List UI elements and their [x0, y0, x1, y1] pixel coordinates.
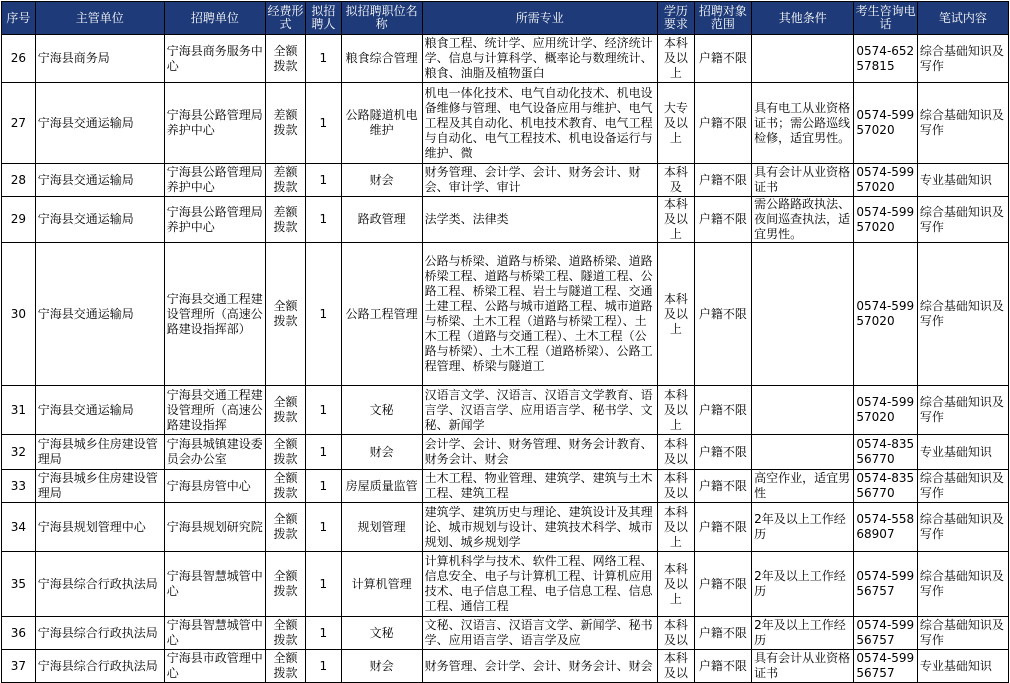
cell-phone: 0574-59956757 [854, 617, 917, 650]
cell-phone: 0574-59957020 [854, 164, 917, 197]
cell-exam: 综合基础知识及写作 [917, 503, 1008, 552]
cell-phone: 0574-59957020 [854, 197, 917, 243]
cell-edu: 本科及以上 [657, 552, 694, 617]
cell-edu: 本科及以上 [657, 35, 694, 83]
cell-fund: 全额拨款 [266, 503, 306, 552]
cell-num: 1 [305, 617, 341, 650]
cell-no: 33 [2, 470, 36, 503]
cell-dept: 宁海县综合行政执法局 [35, 617, 164, 650]
cell-num: 1 [305, 386, 341, 435]
cell-no: 37 [2, 650, 36, 683]
cell-edu: 本科及以上 [657, 197, 694, 243]
cell-edu: 本科及以 [657, 470, 694, 503]
cell-scope: 户籍不限 [694, 164, 751, 197]
cell-unit: 宁海县房管中心 [164, 470, 265, 503]
cell-unit: 宁海县智慧城管中心 [164, 617, 265, 650]
cell-post: 规划管理 [341, 503, 422, 552]
table-row [2, 35, 1009, 83]
cell-exam: 综合基础知识及写作 [917, 386, 1008, 435]
cell-other: 具有会计从业资格证书 [752, 164, 854, 197]
cell-major: 建筑学、建筑历史与理论、建筑设计及其理论、城市规划与设计、建筑技术科学、城市规划、城乡规划学 [422, 503, 657, 552]
cell-exam: 专业基础知识 [917, 164, 1008, 197]
cell-fund: 全额拨款 [266, 386, 306, 435]
cell-exam: 专业基础知识 [917, 435, 1008, 470]
cell-num: 1 [305, 243, 341, 386]
table-row [2, 617, 1009, 650]
cell-major: 粮食工程、统计学、应用统计学、经济统计学、信息与计算科学、概率论与数理统计、粮食、油脂及植物蛋白 [422, 35, 657, 83]
header-scope: 招聘对象范围 [694, 2, 751, 35]
cell-other: 2年及以上工作经历 [752, 617, 854, 650]
cell-major: 计算机科学与技术、软件工程、网络工程、信息安全、电子与计算机工程、计算机应用技术、电子信息工程、电子信息工程、信息工程、通信工程 [422, 552, 657, 617]
cell-dept: 宁海县交通运输局 [35, 386, 164, 435]
cell-no: 31 [2, 386, 36, 435]
cell-exam: 综合基础知识及写作 [917, 617, 1008, 650]
cell-edu: 本科及以 [657, 435, 694, 470]
cell-fund: 全额拨款 [266, 650, 306, 683]
cell-post: 文秘 [341, 386, 422, 435]
cell-phone: 0574-59957020 [854, 243, 917, 386]
recruitment-table [1, 1, 1009, 683]
cell-no: 35 [2, 552, 36, 617]
table-row [2, 503, 1009, 552]
cell-scope: 户籍不限 [694, 470, 751, 503]
cell-dept: 宁海县商务局 [35, 35, 164, 83]
cell-post: 财会 [341, 650, 422, 683]
header-unit: 招聘单位 [164, 2, 265, 35]
header-no: 序号 [2, 2, 36, 35]
table-row [2, 243, 1009, 386]
cell-fund: 全额拨款 [266, 243, 306, 386]
cell-fund: 差额拨款 [266, 164, 306, 197]
cell-no: 36 [2, 617, 36, 650]
cell-num: 1 [305, 503, 341, 552]
cell-no: 32 [2, 435, 36, 470]
cell-phone: 0574-59956757 [854, 552, 917, 617]
header-exam: 笔试内容 [917, 2, 1008, 35]
cell-other [752, 386, 854, 435]
table-row [2, 470, 1009, 503]
cell-scope: 户籍不限 [694, 435, 751, 470]
cell-edu: 本科及以 [657, 650, 694, 683]
cell-major: 财务管理、会计学、会计、财务会计、财会 [422, 650, 657, 683]
cell-num: 1 [305, 197, 341, 243]
cell-fund: 差额拨款 [266, 83, 306, 164]
cell-unit: 宁海县交通工程建设管理所（高速公路建设指挥 [164, 386, 265, 435]
cell-major: 财务管理、会计学、会计、财务会计、财会、审计学、审计 [422, 164, 657, 197]
cell-exam: 综合基础知识及写作 [917, 552, 1008, 617]
table-row [2, 552, 1009, 617]
cell-no: 26 [2, 35, 36, 83]
header-dept: 主管单位 [35, 2, 164, 35]
cell-fund: 全额拨款 [266, 617, 306, 650]
header-num: 拟招聘人 [305, 2, 341, 35]
cell-num: 1 [305, 435, 341, 470]
cell-exam: 综合基础知识及写作 [917, 35, 1008, 83]
cell-scope: 户籍不限 [694, 83, 751, 164]
cell-num: 1 [305, 164, 341, 197]
cell-num: 1 [305, 650, 341, 683]
cell-post: 财会 [341, 164, 422, 197]
cell-dept: 宁海县城乡住房建设管理局 [35, 435, 164, 470]
cell-other [752, 35, 854, 83]
cell-no: 30 [2, 243, 36, 386]
cell-phone: 0574-83556770 [854, 435, 917, 470]
header-row [2, 2, 1009, 35]
cell-major: 汉语言文学、汉语言、汉语言文学教育、语言学、汉语言学、应用语言学、秘书学、文秘、新闻学 [422, 386, 657, 435]
cell-unit: 宁海县公路管理局养护中心 [164, 83, 265, 164]
cell-num: 1 [305, 35, 341, 83]
cell-unit: 宁海县智慧城管中心 [164, 552, 265, 617]
cell-no: 27 [2, 83, 36, 164]
cell-post: 公路工程管理 [341, 243, 422, 386]
cell-scope: 户籍不限 [694, 386, 751, 435]
cell-dept: 宁海县综合行政执法局 [35, 552, 164, 617]
cell-phone: 0574-55868907 [854, 503, 917, 552]
cell-exam: 综合基础知识及写作 [917, 197, 1008, 243]
cell-scope: 户籍不限 [694, 197, 751, 243]
cell-unit: 宁海县交通工程建设管理所（高速公路建设指挥部） [164, 243, 265, 386]
cell-scope: 户籍不限 [694, 552, 751, 617]
cell-edu: 本科及以上 [657, 386, 694, 435]
cell-dept: 宁海县规划管理中心 [35, 503, 164, 552]
header-major: 所需专业 [422, 2, 657, 35]
table-row [2, 650, 1009, 683]
cell-unit: 宁海县公路管理局养护中心 [164, 164, 265, 197]
cell-phone: 0574-59957020 [854, 83, 917, 164]
cell-dept: 宁海县交通运输局 [35, 243, 164, 386]
cell-other: 需公路路政执法、夜间巡查执法，适宜男性。 [752, 197, 854, 243]
cell-post: 房屋质量监管 [341, 470, 422, 503]
cell-edu: 本科及以上 [657, 243, 694, 386]
cell-exam: 综合基础知识及写作 [917, 243, 1008, 386]
header-edu: 学历要求 [657, 2, 694, 35]
cell-unit: 宁海县市政管理中心 [164, 650, 265, 683]
cell-fund: 全额拨款 [266, 552, 306, 617]
cell-no: 34 [2, 503, 36, 552]
cell-phone: 0574-59956757 [854, 650, 917, 683]
cell-major: 法学类、法律类 [422, 197, 657, 243]
header-fund: 经费形式 [266, 2, 306, 35]
cell-scope: 户籍不限 [694, 35, 751, 83]
table-row [2, 164, 1009, 197]
cell-dept: 宁海县交通运输局 [35, 164, 164, 197]
cell-dept: 宁海县交通运输局 [35, 83, 164, 164]
cell-other: 2年及以上工作经历 [752, 552, 854, 617]
cell-edu: 本科及 [657, 164, 694, 197]
table-row [2, 386, 1009, 435]
cell-other: 具有电工从业资格证书；需公路巡线检修，适宜男性。 [752, 83, 854, 164]
cell-fund: 差额拨款 [266, 197, 306, 243]
cell-fund: 全额拨款 [266, 35, 306, 83]
header-other: 其他条件 [752, 2, 854, 35]
table-row [2, 83, 1009, 164]
cell-major: 公路与桥梁、道路与桥梁、道路桥梁、道路桥梁工程、道路与桥梁工程、隧道工程、公路工程、桥梁工程、岩土与隧道工程、交通土建工程、公路与城市道路工程、城市道路与桥梁、土木工程（道路与桥梁工程）、土木工程（道路与交通工程）、土木工程（公路与桥梁）、土木工程（道路桥梁）、公路工程管理、桥梁与隧道工 [422, 243, 657, 386]
cell-dept: 宁海县城乡住房建设管理局 [35, 470, 164, 503]
cell-scope: 户籍不限 [694, 503, 751, 552]
cell-other: 2年及以上工作经历 [752, 503, 854, 552]
cell-phone: 0574-83556770 [854, 470, 917, 503]
cell-dept: 宁海县交通运输局 [35, 197, 164, 243]
cell-unit: 宁海县公路管理局养护中心 [164, 197, 265, 243]
cell-unit: 宁海县城镇建设委员会办公室 [164, 435, 265, 470]
cell-major: 文秘、汉语言、汉语言文学、新闻学、秘书学、应用语言学、语言学及应 [422, 617, 657, 650]
cell-post: 文秘 [341, 617, 422, 650]
cell-scope: 户籍不限 [694, 617, 751, 650]
cell-dept: 宁海县综合行政执法局 [35, 650, 164, 683]
cell-no: 29 [2, 197, 36, 243]
cell-no: 28 [2, 164, 36, 197]
table-row [2, 197, 1009, 243]
cell-edu: 大专及以上 [657, 83, 694, 164]
cell-exam: 综合基础知识及写作 [917, 83, 1008, 164]
cell-other [752, 243, 854, 386]
cell-post: 粮食综合管理 [341, 35, 422, 83]
cell-edu: 本科及以 [657, 617, 694, 650]
cell-edu: 本科及以上 [657, 503, 694, 552]
header-phone: 考生咨询电话 [854, 2, 917, 35]
cell-num: 1 [305, 470, 341, 503]
cell-unit: 宁海县商务服务中心 [164, 35, 265, 83]
cell-post: 路政管理 [341, 197, 422, 243]
cell-major: 会计学、会计、财务管理、财务会计教育、财务会计、财会 [422, 435, 657, 470]
cell-unit: 宁海县规划研究院 [164, 503, 265, 552]
cell-post: 公路隧道机电维护 [341, 83, 422, 164]
cell-other: 高空作业，适宜男性 [752, 470, 854, 503]
cell-scope: 户籍不限 [694, 243, 751, 386]
cell-other: 具有会计从业资格证书 [752, 650, 854, 683]
cell-fund: 全额拨款 [266, 435, 306, 470]
cell-phone: 0574-65257815 [854, 35, 917, 83]
table-row [2, 435, 1009, 470]
cell-major: 机电一体化技术、电气自动化技术、机电设备维修与管理、电气设备应用与维护、电气工程及其自动化、机电技术教育、电气工程与自动化、电气工程技术、机电设备运行与维护、微 [422, 83, 657, 164]
cell-exam: 专业基础知识 [917, 650, 1008, 683]
cell-scope: 户籍不限 [694, 650, 751, 683]
cell-major: 土木工程、物业管理、建筑学、建筑与土木工程、建筑工程 [422, 470, 657, 503]
cell-post: 财会 [341, 435, 422, 470]
cell-fund: 全额拨款 [266, 470, 306, 503]
cell-post: 计算机管理 [341, 552, 422, 617]
cell-num: 1 [305, 552, 341, 617]
cell-num: 1 [305, 83, 341, 164]
header-post: 拟招聘职位名称 [341, 2, 422, 35]
cell-exam: 综合基础知识及写作 [917, 470, 1008, 503]
cell-phone: 0574-59957020 [854, 386, 917, 435]
cell-other [752, 435, 854, 470]
